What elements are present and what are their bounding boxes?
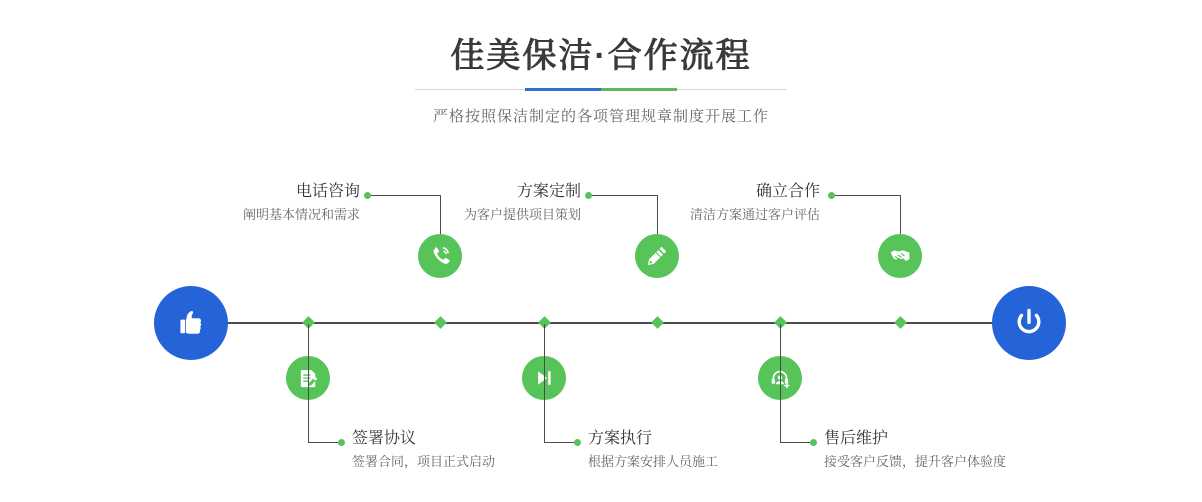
step-desc-6: 接受客户反馈，提升客户体验度 [824,454,1007,469]
axis-marker-1 [434,316,447,329]
step-dot-4 [574,439,581,446]
step-connector-6-v [780,324,781,442]
step-node-3[interactable] [635,234,679,278]
step-label-4 [588,428,848,472]
step-desc-1: 阐明基本情况和需求 [242,207,360,222]
step-title-4: 方案执行 [588,430,653,447]
step-node-1[interactable] [418,234,462,278]
step-label-6 [824,428,1104,472]
step-label-1 [116,181,360,225]
step-connector-6-h [780,442,812,443]
step-title-3: 方案定制 [516,183,581,200]
step-connector-4-h [544,442,576,443]
step-title-6: 售后维护 [824,430,889,447]
timeline-axis [170,322,1038,324]
step-connector-4-v [544,324,545,442]
step-label-3 [340,181,581,225]
step-dot-5 [828,192,835,199]
step-label-2 [352,428,602,472]
page-subtitle: 严格按照保洁制定的各项管理规章制度开展工作 [432,108,769,125]
handshake-icon [888,244,912,268]
step-node-5[interactable] [878,234,922,278]
step-title-5: 确立合作 [755,183,820,200]
step-connector-2-h [308,442,340,443]
step-dot-6 [810,439,817,446]
title-divider [415,88,787,91]
page-header [0,34,1202,126]
step-desc-2: 签署合同，项目正式启动 [352,454,496,469]
step-dot-2 [338,439,345,446]
step-label-5 [578,181,820,225]
step-connector-5-v [900,195,901,234]
power-icon [1010,304,1048,342]
divider-accent-blue [525,88,601,91]
end-endcap [992,286,1066,360]
axis-marker-5 [894,316,907,329]
phone-call-icon [428,244,452,268]
step-connector-2-v [308,324,309,442]
start-endcap [154,286,228,360]
step-connector-5-h [832,195,900,196]
page-title: 佳美保洁·合作流程 [450,37,752,75]
divider-accent-green [601,88,677,91]
timeline [0,150,1202,502]
step-title-1: 电话咨询 [295,183,360,200]
step-desc-4: 根据方案安排人员施工 [588,454,719,469]
thumbs-up-icon [173,305,209,341]
step-desc-3: 为客户提供项目策划 [463,207,581,222]
step-title-2: 签署协议 [352,430,417,447]
pen-ruler-icon [645,244,669,268]
axis-marker-3 [651,316,664,329]
step-desc-5: 清洁方案通过客户评估 [689,207,820,222]
